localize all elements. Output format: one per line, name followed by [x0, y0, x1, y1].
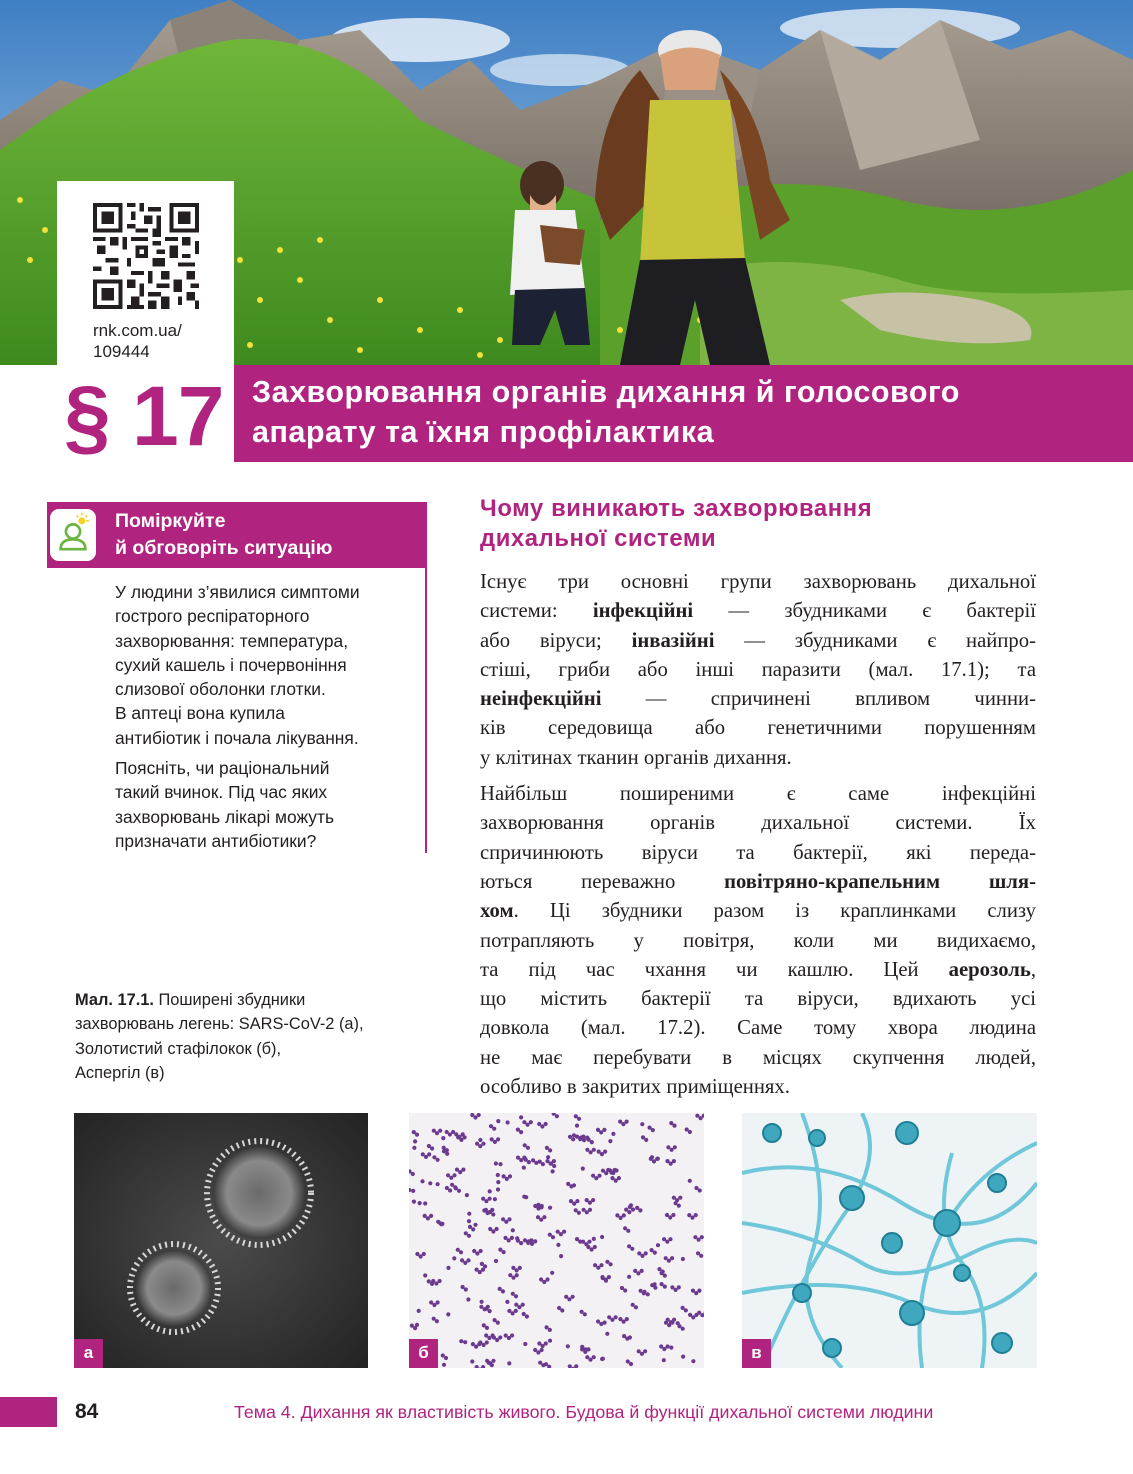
section-heading	[480, 494, 872, 554]
qr-link-line1[interactable]: rnk.com.ua/	[93, 321, 182, 340]
discussion-body	[115, 580, 420, 853]
paragraph-2	[480, 780, 1036, 1102]
main-text	[480, 568, 1036, 1102]
discussion-title	[115, 508, 332, 562]
paragraph-number: § 17	[64, 369, 224, 463]
page-title-line2: апарату та їхня профілактика	[252, 415, 715, 449]
text-line: захворювань лікарі можуть	[115, 806, 335, 827]
text-line: Поясніть, чи раціональний	[115, 758, 330, 779]
caption-line: Аспергіл (в)	[75, 1063, 165, 1082]
text-line: стіші, гриби або інші паразити (мал. 17.1); та	[480, 658, 1036, 681]
figure-label-c: в	[742, 1339, 771, 1368]
text-line: захворювання: температура,	[115, 630, 349, 651]
term-airborne-end: хом	[480, 900, 514, 923]
text-line: сухий кашель і почервоніння	[115, 654, 347, 675]
footer-accent-bar	[0, 1397, 57, 1427]
staphylococcus-micrograph	[409, 1113, 704, 1368]
figure-staphylococcus	[409, 1113, 704, 1368]
term-airborne: повітряно-крапельним шля-	[724, 870, 1036, 893]
text-line: потрапляють у повітря, коли ми видихаємо,	[480, 929, 1036, 952]
term-aerosol: аерозоль	[948, 958, 1031, 981]
figure-label-a: а	[74, 1339, 103, 1368]
discussion-title-line1: Поміркуйте	[115, 510, 226, 532]
paragraph-1	[480, 568, 1036, 773]
text-line: неінфекційні — спричинені впливом чинни-	[480, 688, 1036, 711]
page-title-line1: Захворювання органів дихання й голосового	[252, 375, 960, 409]
page-number: 84	[75, 1400, 99, 1423]
figure-label-b: б	[409, 1339, 438, 1368]
text-line: ків середовища або генетичними порушенням	[480, 717, 1036, 740]
caption-label: Мал. 17.1.	[75, 991, 154, 1009]
text-line: призначати антибіотики?	[115, 830, 317, 851]
figure-caption	[75, 988, 415, 1085]
term-noninfectious: неінфекційні	[480, 688, 602, 711]
caption-line	[75, 988, 415, 1012]
term-invasive: інвазійні	[631, 629, 715, 652]
text-line: не має перебувати в місцях скупчення людей,	[480, 1046, 1036, 1069]
caption-text: Поширені збудники	[153, 991, 306, 1009]
text-line: Найбільш поширеними є саме інфекційні	[480, 783, 1036, 806]
page-title	[234, 365, 1133, 462]
text-line: В аптеці вона купила	[115, 703, 285, 724]
qr-link[interactable]	[93, 320, 182, 362]
text-line: особливо в закритих приміщеннях.	[480, 1076, 790, 1099]
discussion-border	[425, 568, 427, 853]
text-line: гострого респіраторного	[115, 606, 310, 627]
text-line: слизової оболонки глотки.	[115, 679, 326, 700]
caption-line: захворювань легень: SARS-CoV-2 (а),	[75, 1015, 364, 1034]
text-line: хом. Ці збудники разом із краплинками слизу	[480, 900, 1036, 923]
text-line: у клітинах тканин органів дихання.	[480, 746, 792, 769]
discussion-lightbulb-icon	[47, 506, 99, 564]
figure-aspergillus	[742, 1113, 1037, 1368]
aspergillus-micrograph	[742, 1113, 1037, 1368]
text-line: довкола (мал. 17.2). Саме тому хвора людина	[480, 1017, 1036, 1040]
qr-box	[57, 181, 234, 365]
discussion-title-line2: й обговоріть ситуацію	[115, 537, 333, 559]
text-line: захворювання органів дихальної системи. Їх	[480, 812, 1036, 835]
section-heading-line1: Чому виникають захворювання	[480, 495, 873, 522]
qr-code-icon[interactable]	[93, 203, 199, 309]
text-line: або віруси; інвазійні — збудниками є найпро-	[480, 629, 1036, 652]
running-head: Тема 4. Дихання як властивість живого. Будова й функції дихальної системи людини	[234, 1402, 934, 1422]
figure-sars-cov-2	[74, 1113, 368, 1368]
text-line: антибіотик і почала лікування.	[115, 727, 359, 748]
text-line: У людини з’явилися симптоми	[115, 582, 360, 602]
discussion-situation	[115, 580, 420, 750]
caption-line: Золотистий стафілокок (б),	[75, 1039, 282, 1058]
text-line: та під час чхання чи кашлю. Цей аерозоль,	[480, 958, 1036, 981]
text-line: такий вчинок. Під час яких	[115, 782, 328, 803]
coronavirus-micrograph	[74, 1113, 368, 1368]
discussion-question	[115, 756, 420, 853]
text-line: що містить бактерії та віруси, вдихають усі	[480, 988, 1036, 1011]
section-heading-line2: дихальної системи	[480, 525, 717, 552]
text-line: Існує три основні групи захворювань дихальної	[480, 571, 1036, 593]
text-line: системи: інфекційні — збудниками є бактерії	[480, 600, 1036, 623]
qr-link-line2[interactable]: 109444	[93, 342, 150, 361]
text-line: спричинюють віруси та бактерії, які переда-	[480, 841, 1036, 864]
term-infectious: інфекційні	[592, 600, 694, 623]
text-line: ються переважно повітряно-крапельним шля-	[480, 870, 1036, 893]
